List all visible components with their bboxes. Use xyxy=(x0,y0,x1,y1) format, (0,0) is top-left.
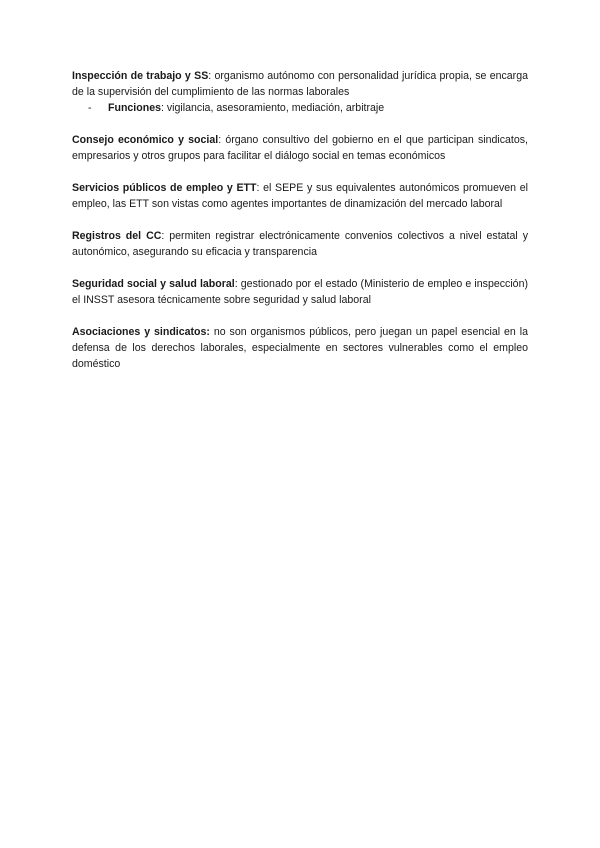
text-registros: : permiten registrar electrónicamente convenios colectivos a nivel estatal y autonómico, asegurando su eficacia y transparencia xyxy=(72,230,528,258)
term-inspeccion: Inspección de trabajo y SS xyxy=(72,70,209,82)
sub-item-funciones xyxy=(72,100,528,116)
term-consejo: Consejo económico y social xyxy=(72,134,219,146)
term-servicios: Servicios públicos de empleo y ETT xyxy=(72,182,257,194)
term-asociaciones: Asociaciones y sindicatos: xyxy=(72,326,210,338)
paragraph-seguridad xyxy=(72,276,528,308)
sub-item-content xyxy=(108,100,384,116)
text-consejo: : órgano consultivo del gobierno en el que participan sindicatos, empresarios y otros grupos para facilitar el diálogo social en temas económicos xyxy=(72,134,528,162)
paragraph-registros xyxy=(72,228,528,260)
text-asociaciones: no son organismos públicos, pero juegan un papel esencial en la defensa de los derechos laborales, especialmente en sectores vulnerables como el empleo doméstico xyxy=(72,326,528,370)
text-funciones: : vigilancia, asesoramiento, mediación, arbitraje xyxy=(160,102,385,114)
term-funciones: Funciones xyxy=(108,102,161,114)
paragraph-consejo xyxy=(72,132,528,164)
paragraph-asociaciones xyxy=(72,324,528,372)
text-servicios: : el SEPE y sus equivalentes autonómicos promueven el empleo, las ETT son vistas como agentes importantes de dinamización del mercado laboral xyxy=(72,182,528,210)
term-registros: Registros del CC xyxy=(72,230,162,242)
text-inspeccion: : organismo autónomo con personalidad jurídica propia, se encarga de la supervisión del cumplimiento de las normas laborales xyxy=(72,70,528,98)
text-seguridad: : gestionado por el estado (Ministerio de empleo e inspección) el INSST asesora técnicamente sobre seguridad y salud laboral xyxy=(72,278,528,306)
dash-bullet: - xyxy=(88,102,92,114)
term-seguridad: Seguridad social y salud laboral xyxy=(72,278,235,290)
paragraph-servicios xyxy=(72,180,528,212)
document-page xyxy=(72,68,528,388)
paragraph-inspeccion xyxy=(72,68,528,100)
